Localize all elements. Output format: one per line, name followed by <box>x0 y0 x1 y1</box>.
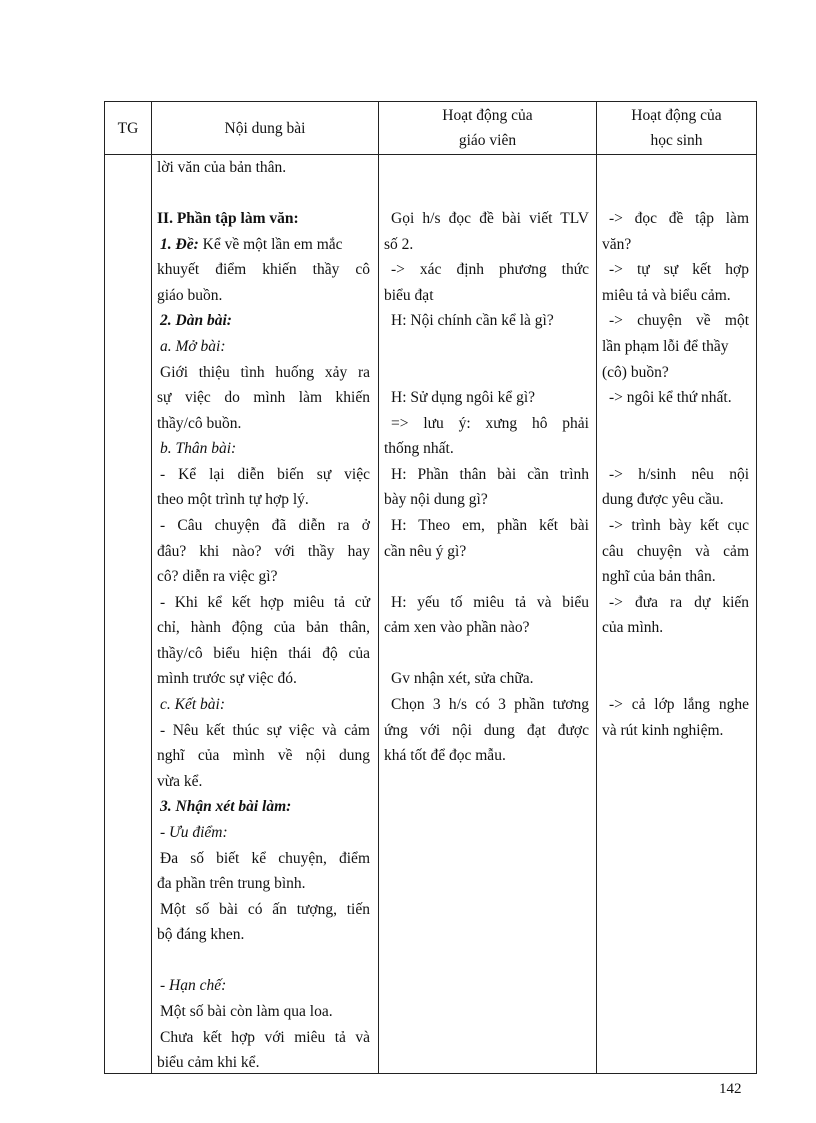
content-line: sự việc do mình làm khiến <box>157 389 370 406</box>
subheading: 3. Nhận xét bài làm: <box>160 798 292 815</box>
content-line: thầy/cô biểu hiện thái độ của <box>157 645 370 662</box>
content-line: đâu? khi nào? với thầy hay <box>157 543 370 560</box>
student-line: -> h/sinh nêu nội <box>609 466 749 483</box>
student-line: -> đọc đề tập làm <box>609 210 749 227</box>
student-line: dung được yêu cầu. <box>602 491 724 508</box>
student-line: -> ngôi kể thứ nhất. <box>609 389 732 406</box>
teacher-line: -> xác định phương thức <box>391 261 589 278</box>
student-cell <box>597 155 757 1074</box>
subheading: a. Mở bài: <box>160 338 226 355</box>
teacher-line: biểu đạt <box>384 287 434 304</box>
content-line: Chưa kết hợp với miêu tả và <box>160 1029 370 1046</box>
teacher-line: ứng với nội dung đạt được <box>384 722 589 739</box>
teacher-line: H: Sử dụng ngôi kể gì? <box>391 389 536 406</box>
student-line: (cô) buồn? <box>602 364 669 381</box>
teacher-line: khá tốt để đọc mẫu. <box>384 747 506 764</box>
teacher-line: Chọn 3 h/s có 3 phần tương <box>391 696 589 713</box>
student-line: lần phạm lỗi để thầy <box>602 338 729 355</box>
student-line: -> chuyện về một <box>609 312 749 329</box>
header-content: Nội dung bài <box>152 102 379 155</box>
student-line: nghĩ của bản thân. <box>602 568 716 585</box>
section-heading: II. Phần tập làm văn: <box>157 210 299 227</box>
content-line: Đa số biết kể chuyện, điểm <box>160 850 370 867</box>
content-line: thầy/cô buồn. <box>157 415 242 432</box>
content-line: cô? diễn ra việc gì? <box>157 568 278 585</box>
subheading: b. Thân bài: <box>160 440 237 457</box>
content-line: Giới thiệu tình huống xảy ra <box>160 364 370 381</box>
teacher-line: H: Theo em, phần kết bài <box>391 517 589 534</box>
student-line: -> tự sự kết hợp <box>609 261 749 278</box>
teacher-line: cần nêu ý gì? <box>384 543 467 560</box>
content-line: - Kể lại diễn biến sự việc <box>160 466 370 483</box>
header-teacher: Hoạt động của giáo viên <box>379 102 597 155</box>
content-line: biểu cảm khi kể. <box>157 1054 260 1071</box>
content-line: - Nêu kết thúc sự việc và cảm <box>160 722 370 739</box>
teacher-line: Gv nhận xét, sửa chữa. <box>391 670 534 687</box>
table-header-row <box>105 102 757 155</box>
header-tg: TG <box>105 102 152 155</box>
content-line: Một số bài có ấn tượng, tiến <box>160 901 370 918</box>
subheading: 2. Dàn bài: <box>160 312 232 329</box>
content-line: nghĩ của mình về nội dung <box>157 747 370 764</box>
teacher-line: số 2. <box>384 236 414 253</box>
content-line: vừa kể. <box>157 773 203 790</box>
lesson-table <box>104 101 757 1074</box>
student-line: -> trình bày kết cục <box>609 517 749 534</box>
student-line: của mình. <box>602 619 664 636</box>
tg-cell <box>105 155 152 1074</box>
teacher-line: cảm xen vào phần nào? <box>384 619 530 636</box>
content-line: theo một trình tự hợp lý. <box>157 491 309 508</box>
teacher-cell <box>379 155 597 1074</box>
subheading: - Hạn chế: <box>160 977 227 994</box>
student-line: -> cả lớp lắng nghe <box>609 696 749 713</box>
table-row <box>105 155 757 1074</box>
content-line: Một số bài còn làm qua loa. <box>160 1003 333 1020</box>
content-line: chỉ, hành động của bản thân, <box>157 619 370 636</box>
subheading: - Ưu điểm: <box>160 824 228 841</box>
student-line: -> đưa ra dự kiến <box>609 594 749 611</box>
student-line: câu chuyện và cảm <box>602 543 749 560</box>
page-number: 142 <box>719 1081 742 1097</box>
teacher-line: H: Phần thân bài cần trình <box>391 466 589 483</box>
student-line: miêu tả và biểu cảm. <box>602 287 731 304</box>
subheading: c. Kết bài: <box>160 696 225 713</box>
content-line: giáo buồn. <box>157 287 223 304</box>
content-line: 1. Đề: Kể về một lần em mắc <box>160 236 343 253</box>
student-line: và rút kinh nghiệm. <box>602 722 724 739</box>
header-student: Hoạt động của học sinh <box>597 102 757 155</box>
teacher-line: H: Nội chính cần kể là gì? <box>391 312 554 329</box>
content-line: - Câu chuyện đã diễn ra ở <box>160 517 370 534</box>
content-line: lời văn của bản thân. <box>157 159 287 176</box>
content-line: bộ đáng khen. <box>157 926 245 943</box>
content-cell <box>152 155 379 1074</box>
teacher-line: Gọi h/s đọc đề bài viết TLV <box>391 210 589 227</box>
teacher-line: bày nội dung gì? <box>384 491 488 508</box>
teacher-line: => lưu ý: xưng hô phải <box>391 415 589 432</box>
content-line: - Khi kể kết hợp miêu tả cử <box>160 594 370 611</box>
teacher-line: thống nhất. <box>384 440 454 457</box>
content-line: đa phần trên trung bình. <box>157 875 306 892</box>
content-line: khuyết điểm khiến thầy cô <box>157 261 370 278</box>
content-line: mình trước sự việc đó. <box>157 670 297 687</box>
teacher-line: H: yếu tố miêu tả và biểu <box>391 594 589 611</box>
student-line: văn? <box>602 236 632 253</box>
